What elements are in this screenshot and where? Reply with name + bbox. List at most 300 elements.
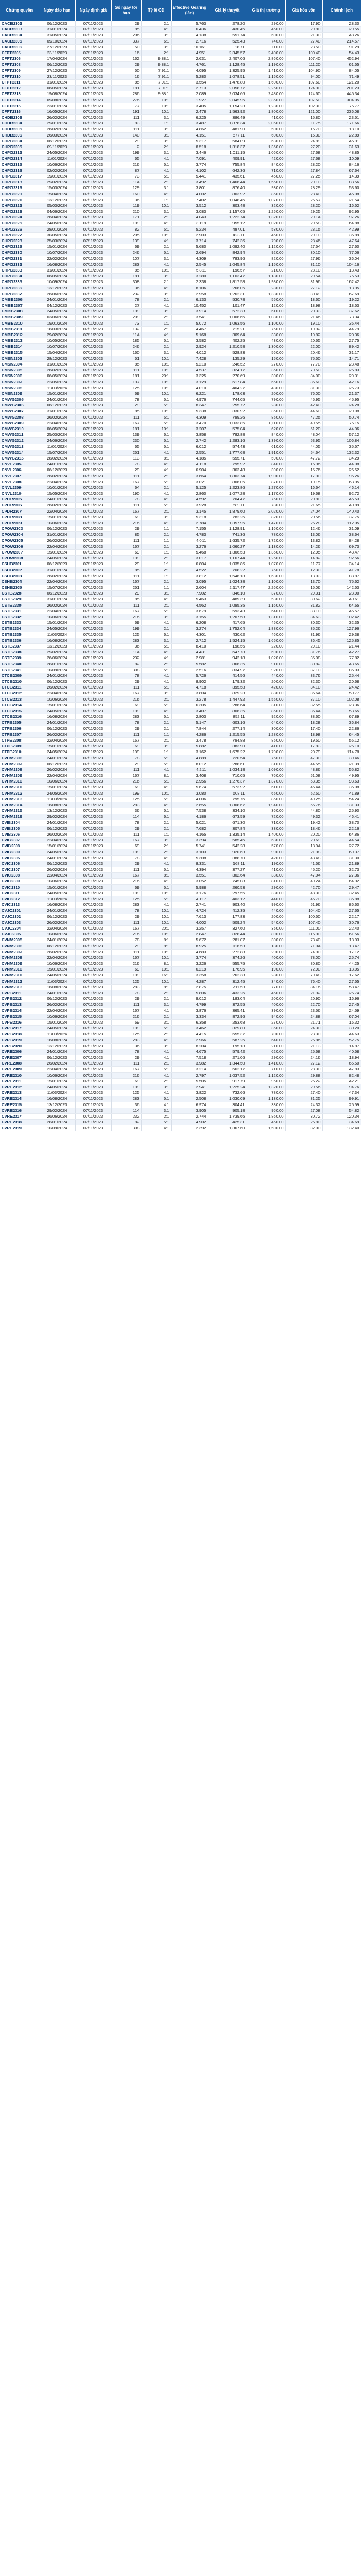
conversion-ratio-cell: 2:1: [141, 556, 171, 561]
conversion-ratio-cell: 6:1: [141, 38, 171, 44]
maturity-date-cell: 24/01/2024: [39, 937, 75, 943]
table-row: [0, 932, 361, 937]
maturity-date-cell: 15/03/2024: [39, 185, 75, 191]
valuation-date-cell: 07/11/2023: [75, 1084, 111, 1090]
theoretical-price-cell: 689.11: [208, 503, 247, 508]
conversion-ratio-cell: 2:1: [141, 661, 171, 667]
maturity-date-cell: 29/02/2024: [39, 332, 75, 338]
difference-cell: 57.12: [322, 432, 361, 438]
table-row: [0, 344, 361, 350]
effective-gearing-cell: 4.211: [171, 767, 208, 773]
difference-cell: 29.08: [322, 409, 361, 414]
warrant-code-cell: CVRE2311: [0, 1078, 39, 1084]
table-row: [0, 315, 361, 320]
effective-gearing-cell: 2.742: [171, 438, 208, 444]
warrant-code-cell: CTCB2309: [0, 673, 39, 679]
conversion-ratio-cell: 1:1: [141, 197, 171, 203]
effective-gearing-cell: 5.505: [171, 1078, 208, 1084]
breakeven-price-cell: 29.10: [285, 180, 322, 185]
breakeven-price-cell: 27.84: [285, 168, 322, 173]
table-row: [0, 661, 361, 667]
theoretical-price-cell: 579.42: [208, 1049, 247, 1055]
theoretical-price-cell: 329.80: [208, 1026, 247, 1031]
days-to-maturity-cell: 64: [111, 485, 141, 491]
breakeven-price-cell: 21.98: [285, 849, 322, 855]
market-price-cell: 760.00: [247, 326, 285, 332]
valuation-date-cell: 07/11/2023: [75, 1031, 111, 1037]
theoretical-price-cell: 1,306.53: [208, 549, 247, 555]
market-price-cell: 440.00: [247, 896, 285, 902]
effective-gearing-cell: 5.317: [171, 138, 208, 144]
valuation-date-cell: 07/11/2023: [75, 579, 111, 585]
conversion-ratio-cell: 10:1: [141, 949, 171, 955]
theoretical-price-cell: 593.43: [208, 608, 247, 614]
theoretical-price-cell: 18.71: [208, 44, 247, 50]
market-price-cell: 1,350.00: [247, 144, 285, 150]
maturity-date-cell: 22/04/2024: [39, 479, 75, 485]
effective-gearing-cell: 4.043: [171, 215, 208, 221]
theoretical-price-cell: 1,817.58: [208, 279, 247, 285]
table-row: [0, 115, 361, 121]
valuation-date-cell: 07/11/2023: [75, 361, 111, 367]
breakeven-price-cell: 44.80: [285, 808, 322, 814]
maturity-date-cell: 11/03/2024: [39, 796, 75, 802]
effective-gearing-cell: 3.257: [171, 925, 208, 931]
warrant-code-cell: CTPB2309: [0, 744, 39, 749]
conversion-ratio-cell: 2:1: [141, 602, 171, 608]
conversion-ratio-cell: 2:1: [141, 626, 171, 632]
conversion-ratio-cell: 2:1: [141, 726, 171, 732]
days-to-maturity-cell: 36: [111, 808, 141, 814]
days-to-maturity-cell: 283: [111, 984, 141, 990]
breakeven-price-cell: 18.94: [285, 843, 322, 849]
market-price-cell: 960.00: [247, 1078, 285, 1084]
days-to-maturity-cell: 29: [111, 679, 141, 685]
valuation-date-cell: 07/11/2023: [75, 197, 111, 203]
difference-cell: 76.15: [322, 420, 361, 426]
breakeven-price-cell: 27.54: [285, 244, 322, 250]
conversion-ratio-cell: 3:1: [141, 1019, 171, 1025]
market-price-cell: 990.00: [247, 902, 285, 908]
effective-gearing-cell: 2.508: [171, 1096, 208, 1102]
difference-cell: 106.84: [322, 438, 361, 444]
breakeven-price-cell: 16.30: [285, 132, 322, 138]
conversion-ratio-cell: 10:1: [141, 955, 171, 961]
valuation-date-cell: 07/11/2023: [75, 967, 111, 973]
market-price-cell: 920.00: [247, 667, 285, 673]
warrant-code-cell: CFPT2305: [0, 50, 39, 56]
table-row: [0, 420, 361, 426]
conversion-ratio-cell: 4:1: [141, 785, 171, 790]
maturity-date-cell: 15/01/2024: [39, 620, 75, 626]
table-row: [0, 291, 361, 297]
theoretical-price-cell: 795.76: [208, 796, 247, 802]
valuation-date-cell: 07/11/2023: [75, 21, 111, 27]
difference-cell: 83.87: [322, 573, 361, 579]
warrant-code-cell: CVHM2312: [0, 790, 39, 796]
days-to-maturity-cell: 69: [111, 514, 141, 520]
days-to-maturity-cell: 69: [111, 785, 141, 790]
difference-cell: 34.14: [322, 561, 361, 567]
days-to-maturity-cell: 85: [111, 361, 141, 367]
table-row: [0, 279, 361, 285]
effective-gearing-cell: 2.981: [171, 655, 208, 661]
col-valuation-date-header: Ngày định giá: [75, 0, 111, 21]
conversion-ratio-cell: 1:1: [141, 831, 171, 837]
theoretical-price-cell: 374.26: [208, 955, 247, 961]
table-row: [0, 1084, 361, 1090]
warrant-code-cell: CHPG2319: [0, 185, 39, 191]
days-to-maturity-cell: 73: [111, 173, 141, 179]
breakeven-price-cell: 13.70: [285, 579, 322, 585]
maturity-date-cell: 06/12/2023: [39, 943, 75, 949]
effective-gearing-cell: 2.516: [171, 667, 208, 673]
breakeven-price-cell: 49.55: [285, 420, 322, 426]
breakeven-price-cell: 19.50: [285, 737, 322, 743]
conversion-ratio-cell: 1:1: [141, 732, 171, 737]
conversion-ratio-cell: 1:1: [141, 749, 171, 755]
theoretical-price-cell: 866.35: [208, 661, 247, 667]
days-to-maturity-cell: 286: [111, 91, 141, 97]
breakeven-price-cell: 51.08: [285, 773, 322, 779]
conversion-ratio-cell: 1:1: [141, 526, 171, 532]
effective-gearing-cell: 2.392: [171, 1125, 208, 1131]
days-to-maturity-cell: 199: [111, 749, 141, 755]
market-price-cell: 410.00: [247, 744, 285, 749]
effective-gearing-cell: 2.941: [171, 1084, 208, 1090]
theoretical-price-cell: 135.29: [208, 356, 247, 361]
warrant-code-cell: CHPG2320: [0, 191, 39, 197]
days-to-maturity-cell: 29: [111, 62, 141, 68]
conversion-ratio-cell: 3:1: [141, 209, 171, 215]
conversion-ratio-cell: 2:1: [141, 990, 171, 996]
theoretical-price-cell: 330.92: [208, 409, 247, 414]
effective-gearing-cell: 8.204: [171, 1043, 208, 1049]
difference-cell: 64.92: [322, 879, 361, 884]
difference-cell: 26.74: [322, 990, 361, 996]
days-to-maturity-cell: 69: [111, 744, 141, 749]
effective-gearing-cell: 3.394: [171, 838, 208, 843]
valuation-date-cell: 07/11/2023: [75, 632, 111, 638]
table-row: [0, 38, 361, 44]
maturity-date-cell: 31/01/2024: [39, 409, 75, 414]
days-to-maturity-cell: 167: [111, 873, 141, 879]
valuation-date-cell: 07/11/2023: [75, 1102, 111, 1108]
conversion-ratio-cell: 10:1: [141, 379, 171, 385]
difference-cell: 36.84: [322, 720, 361, 726]
effective-gearing-cell: 6.305: [171, 702, 208, 708]
maturity-date-cell: 28/12/2023: [39, 356, 75, 361]
valuation-date-cell: 07/11/2023: [75, 1014, 111, 1019]
market-price-cell: 850.00: [247, 191, 285, 197]
maturity-date-cell: 11/03/2024: [39, 1090, 75, 1096]
conversion-ratio-cell: 3:1: [141, 150, 171, 156]
valuation-date-cell: 07/11/2023: [75, 773, 111, 779]
theoretical-price-cell: 278.20: [208, 21, 247, 27]
maturity-date-cell: 24/05/2024: [39, 749, 75, 755]
effective-gearing-cell: 4.592: [171, 497, 208, 503]
warrant-code-cell: CVHM2314: [0, 802, 39, 808]
days-to-maturity-cell: 29: [111, 761, 141, 767]
market-price-cell: 990.00: [247, 849, 285, 855]
market-price-cell: 420.00: [247, 685, 285, 691]
difference-cell: 30.20: [322, 1026, 361, 1031]
market-price-cell: 210.00: [247, 1043, 285, 1049]
maturity-date-cell: 24/01/2024: [39, 1049, 75, 1055]
difference-cell: 47.83: [322, 1067, 361, 1072]
valuation-date-cell: 07/11/2023: [75, 320, 111, 326]
theoretical-price-cell: 530.78: [208, 297, 247, 303]
maturity-date-cell: 11/03/2024: [39, 632, 75, 638]
effective-gearing-cell: 4.761: [171, 62, 208, 68]
conversion-ratio-cell: 8:1: [141, 455, 171, 461]
effective-gearing-cell: 4.138: [171, 33, 208, 38]
conversion-ratio-cell: 5:1: [141, 162, 171, 168]
breakeven-price-cell: 14.82: [285, 556, 322, 561]
theoretical-price-cell: 551.74: [208, 33, 247, 38]
difference-cell: 32.73: [322, 867, 361, 873]
table-row: [0, 808, 361, 814]
effective-gearing-cell: 3.276: [171, 544, 208, 549]
maturity-date-cell: 22/04/2024: [39, 544, 75, 549]
maturity-date-cell: 10/06/2024: [39, 696, 75, 702]
difference-cell: 63.95: [322, 479, 361, 485]
difference-cell: 92.95: [322, 209, 361, 215]
effective-gearing-cell: 2.089: [171, 91, 208, 97]
days-to-maturity-cell: 199: [111, 1026, 141, 1031]
valuation-date-cell: 07/11/2023: [75, 209, 111, 215]
effective-gearing-cell: 4.011: [171, 538, 208, 544]
col-maturity-date-header: Ngày đáo hạn: [39, 0, 75, 21]
market-price-cell: 770.00: [247, 984, 285, 990]
difference-cell: 89.42: [322, 344, 361, 350]
warrant-code-cell: CSTB2329: [0, 597, 39, 602]
breakeven-price-cell: 19.92: [285, 326, 322, 332]
breakeven-price-cell: 28.20: [285, 203, 322, 208]
theoretical-price-cell: 555.71: [208, 455, 247, 461]
effective-gearing-cell: 3.470: [171, 420, 208, 426]
difference-cell: 42.21: [322, 1078, 361, 1084]
warrant-code-cell: CTPB2310: [0, 749, 39, 755]
warrant-code-cell: CNVL2308: [0, 479, 39, 485]
warrant-code-cell: CMBB2313: [0, 338, 39, 344]
table-row: [0, 914, 361, 920]
days-to-maturity-cell: 167: [111, 508, 141, 514]
days-to-maturity-cell: 337: [111, 38, 141, 44]
valuation-date-cell: 07/11/2023: [75, 238, 111, 244]
conversion-ratio-cell: 4:1: [141, 303, 171, 309]
breakeven-price-cell: 14.26: [285, 544, 322, 549]
theoretical-price-cell: 1,357.95: [208, 520, 247, 526]
valuation-date-cell: 07/11/2023: [75, 1043, 111, 1049]
theoretical-price-cell: 271.06: [208, 1055, 247, 1061]
valuation-date-cell: 07/11/2023: [75, 191, 111, 197]
breakeven-price-cell: 37.10: [285, 696, 322, 702]
maturity-date-cell: 30/05/2024: [39, 232, 75, 238]
effective-gearing-cell: 4.010: [171, 385, 208, 391]
days-to-maturity-cell: 111: [111, 867, 141, 873]
days-to-maturity-cell: 232: [111, 1113, 141, 1119]
breakeven-price-cell: 25.80: [285, 1120, 322, 1125]
days-to-maturity-cell: 140: [111, 132, 141, 138]
market-price-cell: 730.00: [247, 503, 285, 508]
theoretical-price-cell: 402.25: [208, 338, 247, 344]
table-row: [0, 226, 361, 232]
difference-cell: 69.73: [322, 544, 361, 549]
warrant-code-cell: CTPB2308: [0, 737, 39, 743]
days-to-maturity-cell: 113: [111, 455, 141, 461]
table-row: [0, 68, 361, 74]
theoretical-price-cell: 755.84: [208, 162, 247, 168]
warrant-code-cell: CHPG2332: [0, 262, 39, 267]
days-to-maturity-cell: 216: [111, 879, 141, 884]
table-row: [0, 1061, 361, 1067]
days-to-maturity-cell: 216: [111, 162, 141, 168]
theoretical-price-cell: 708.22: [208, 567, 247, 573]
theoretical-price-cell: 2,117.47: [208, 585, 247, 591]
maturity-date-cell: 24/01/2024: [39, 855, 75, 861]
effective-gearing-cell: 7.518: [171, 1055, 208, 1061]
maturity-date-cell: 16/08/2024: [39, 1037, 75, 1043]
warrant-code-cell: CHPG2316: [0, 168, 39, 173]
effective-gearing-cell: 3.774: [171, 162, 208, 168]
maturity-date-cell: 24/01/2024: [39, 820, 75, 826]
conversion-ratio-cell: 2:1: [141, 485, 171, 491]
maturity-date-cell: 25/03/2024: [39, 238, 75, 244]
days-to-maturity-cell: 69: [111, 1078, 141, 1084]
difference-cell: 52.75: [322, 1037, 361, 1043]
conversion-ratio-cell: 2:1: [141, 279, 171, 285]
valuation-date-cell: 07/11/2023: [75, 879, 111, 884]
effective-gearing-cell: 4.394: [171, 867, 208, 873]
warrant-code-cell: CSHB2304: [0, 579, 39, 585]
maturity-date-cell: 24/05/2024: [39, 309, 75, 315]
effective-gearing-cell: 4.117: [171, 896, 208, 902]
effective-gearing-cell: 2.478: [171, 109, 208, 114]
difference-cell: 97.26: [322, 215, 361, 221]
market-price-cell: 150.00: [247, 356, 285, 361]
market-price-cell: 1,350.00: [247, 549, 285, 555]
theoretical-price-cell: 1,546.13: [208, 573, 247, 579]
days-to-maturity-cell: 36: [111, 1102, 141, 1108]
table-row: [0, 896, 361, 902]
maturity-date-cell: 24/05/2024: [39, 150, 75, 156]
market-price-cell: 1,110.00: [247, 420, 285, 426]
table-row: [0, 426, 361, 432]
warrant-code-cell: CFPT2313: [0, 91, 39, 97]
valuation-date-cell: 07/11/2023: [75, 491, 111, 497]
conversion-ratio-cell: 2:1: [141, 1014, 171, 1019]
theoretical-price-cell: 1,447.92: [208, 696, 247, 702]
difference-cell: 58.47: [322, 984, 361, 990]
effective-gearing-cell: 6.436: [171, 27, 208, 33]
theoretical-price-cell: 1,803.74: [208, 473, 247, 479]
market-price-cell: 860.00: [247, 708, 285, 714]
conversion-ratio-cell: 4:1: [141, 855, 171, 861]
difference-cell: 37.75: [322, 514, 361, 520]
market-price-cell: 610.00: [247, 444, 285, 450]
theoretical-price-cell: 253.68: [208, 1019, 247, 1025]
maturity-date-cell: 19/01/2024: [39, 173, 75, 179]
valuation-date-cell: 07/11/2023: [75, 132, 111, 138]
maturity-date-cell: 15/01/2024: [39, 391, 75, 397]
difference-cell: 71.49: [322, 74, 361, 79]
warrant-code-cell: CMBB2310: [0, 320, 39, 326]
difference-cell: 40.58: [322, 1049, 361, 1055]
market-price-cell: 1,550.00: [247, 180, 285, 185]
breakeven-price-cell: 25.28: [285, 520, 322, 526]
effective-gearing-cell: 7.091: [171, 156, 208, 162]
table-row: [0, 714, 361, 720]
theoretical-price-cell: 1,045.84: [208, 262, 247, 267]
conversion-ratio-cell: 7.91:1: [141, 79, 171, 85]
maturity-date-cell: 24/05/2024: [39, 1084, 75, 1090]
days-to-maturity-cell: 85: [111, 267, 141, 273]
table-row: [0, 732, 361, 737]
theoretical-price-cell: 829.23: [208, 691, 247, 696]
theoretical-price-cell: 1,154.23: [208, 103, 247, 109]
market-price-cell: 2,260.00: [247, 86, 285, 91]
effective-gearing-cell: 2.338: [171, 279, 208, 285]
maturity-date-cell: 22/04/2024: [39, 420, 75, 426]
theoretical-price-cell: 732.66: [208, 1090, 247, 1096]
conversion-ratio-cell: 10:1: [141, 978, 171, 984]
theoretical-price-cell: 2,045.95: [208, 97, 247, 103]
maturity-date-cell: 31/01/2024: [39, 567, 75, 573]
warrant-code-cell: CSTB2341: [0, 667, 39, 673]
conversion-ratio-cell: 4:1: [141, 27, 171, 33]
market-price-cell: 1,410.00: [247, 1061, 285, 1067]
conversion-ratio-cell: 9.88:1: [141, 91, 171, 97]
valuation-date-cell: 07/11/2023: [75, 914, 111, 920]
table-row: [0, 79, 361, 85]
maturity-date-cell: 26/02/2024: [39, 503, 75, 508]
difference-cell: 44.63: [322, 1031, 361, 1037]
warrant-code-cell: CNVL2310: [0, 491, 39, 497]
table-row: [0, 338, 361, 344]
warrant-code-cell: CVHM2307: [0, 761, 39, 767]
difference-cell: 64.65: [322, 602, 361, 608]
market-price-cell: 1,910.00: [247, 450, 285, 455]
warrant-code-cell: CMBB2308: [0, 309, 39, 315]
conversion-ratio-cell: 1:1: [141, 561, 171, 567]
breakeven-price-cell: 27.68: [285, 150, 322, 156]
table-row: [0, 544, 361, 549]
table-row: [0, 655, 361, 661]
conversion-ratio-cell: 5:1: [141, 884, 171, 890]
table-row: [0, 978, 361, 984]
difference-cell: 27.55: [322, 978, 361, 984]
valuation-date-cell: 07/11/2023: [75, 27, 111, 33]
effective-gearing-cell: 4.151: [171, 132, 208, 138]
breakeven-price-cell: 74.90: [285, 949, 322, 955]
table-row: [0, 385, 361, 391]
market-price-cell: 1,070.00: [247, 561, 285, 567]
valuation-date-cell: 07/11/2023: [75, 973, 111, 978]
market-price-cell: 200.00: [247, 391, 285, 397]
difference-cell: 94.76: [322, 1084, 361, 1090]
difference-cell: 67.89: [322, 714, 361, 720]
warrant-code-cell: CSTB2339: [0, 655, 39, 661]
table-row: [0, 626, 361, 632]
market-price-cell: 850.00: [247, 414, 285, 420]
table-row: [0, 820, 361, 826]
days-to-maturity-cell: 85: [111, 409, 141, 414]
conversion-ratio-cell: 10:1: [141, 908, 171, 914]
days-to-maturity-cell: 111: [111, 1002, 141, 1008]
conversion-ratio-cell: 3:1: [141, 1084, 171, 1090]
valuation-date-cell: 07/11/2023: [75, 1120, 111, 1125]
